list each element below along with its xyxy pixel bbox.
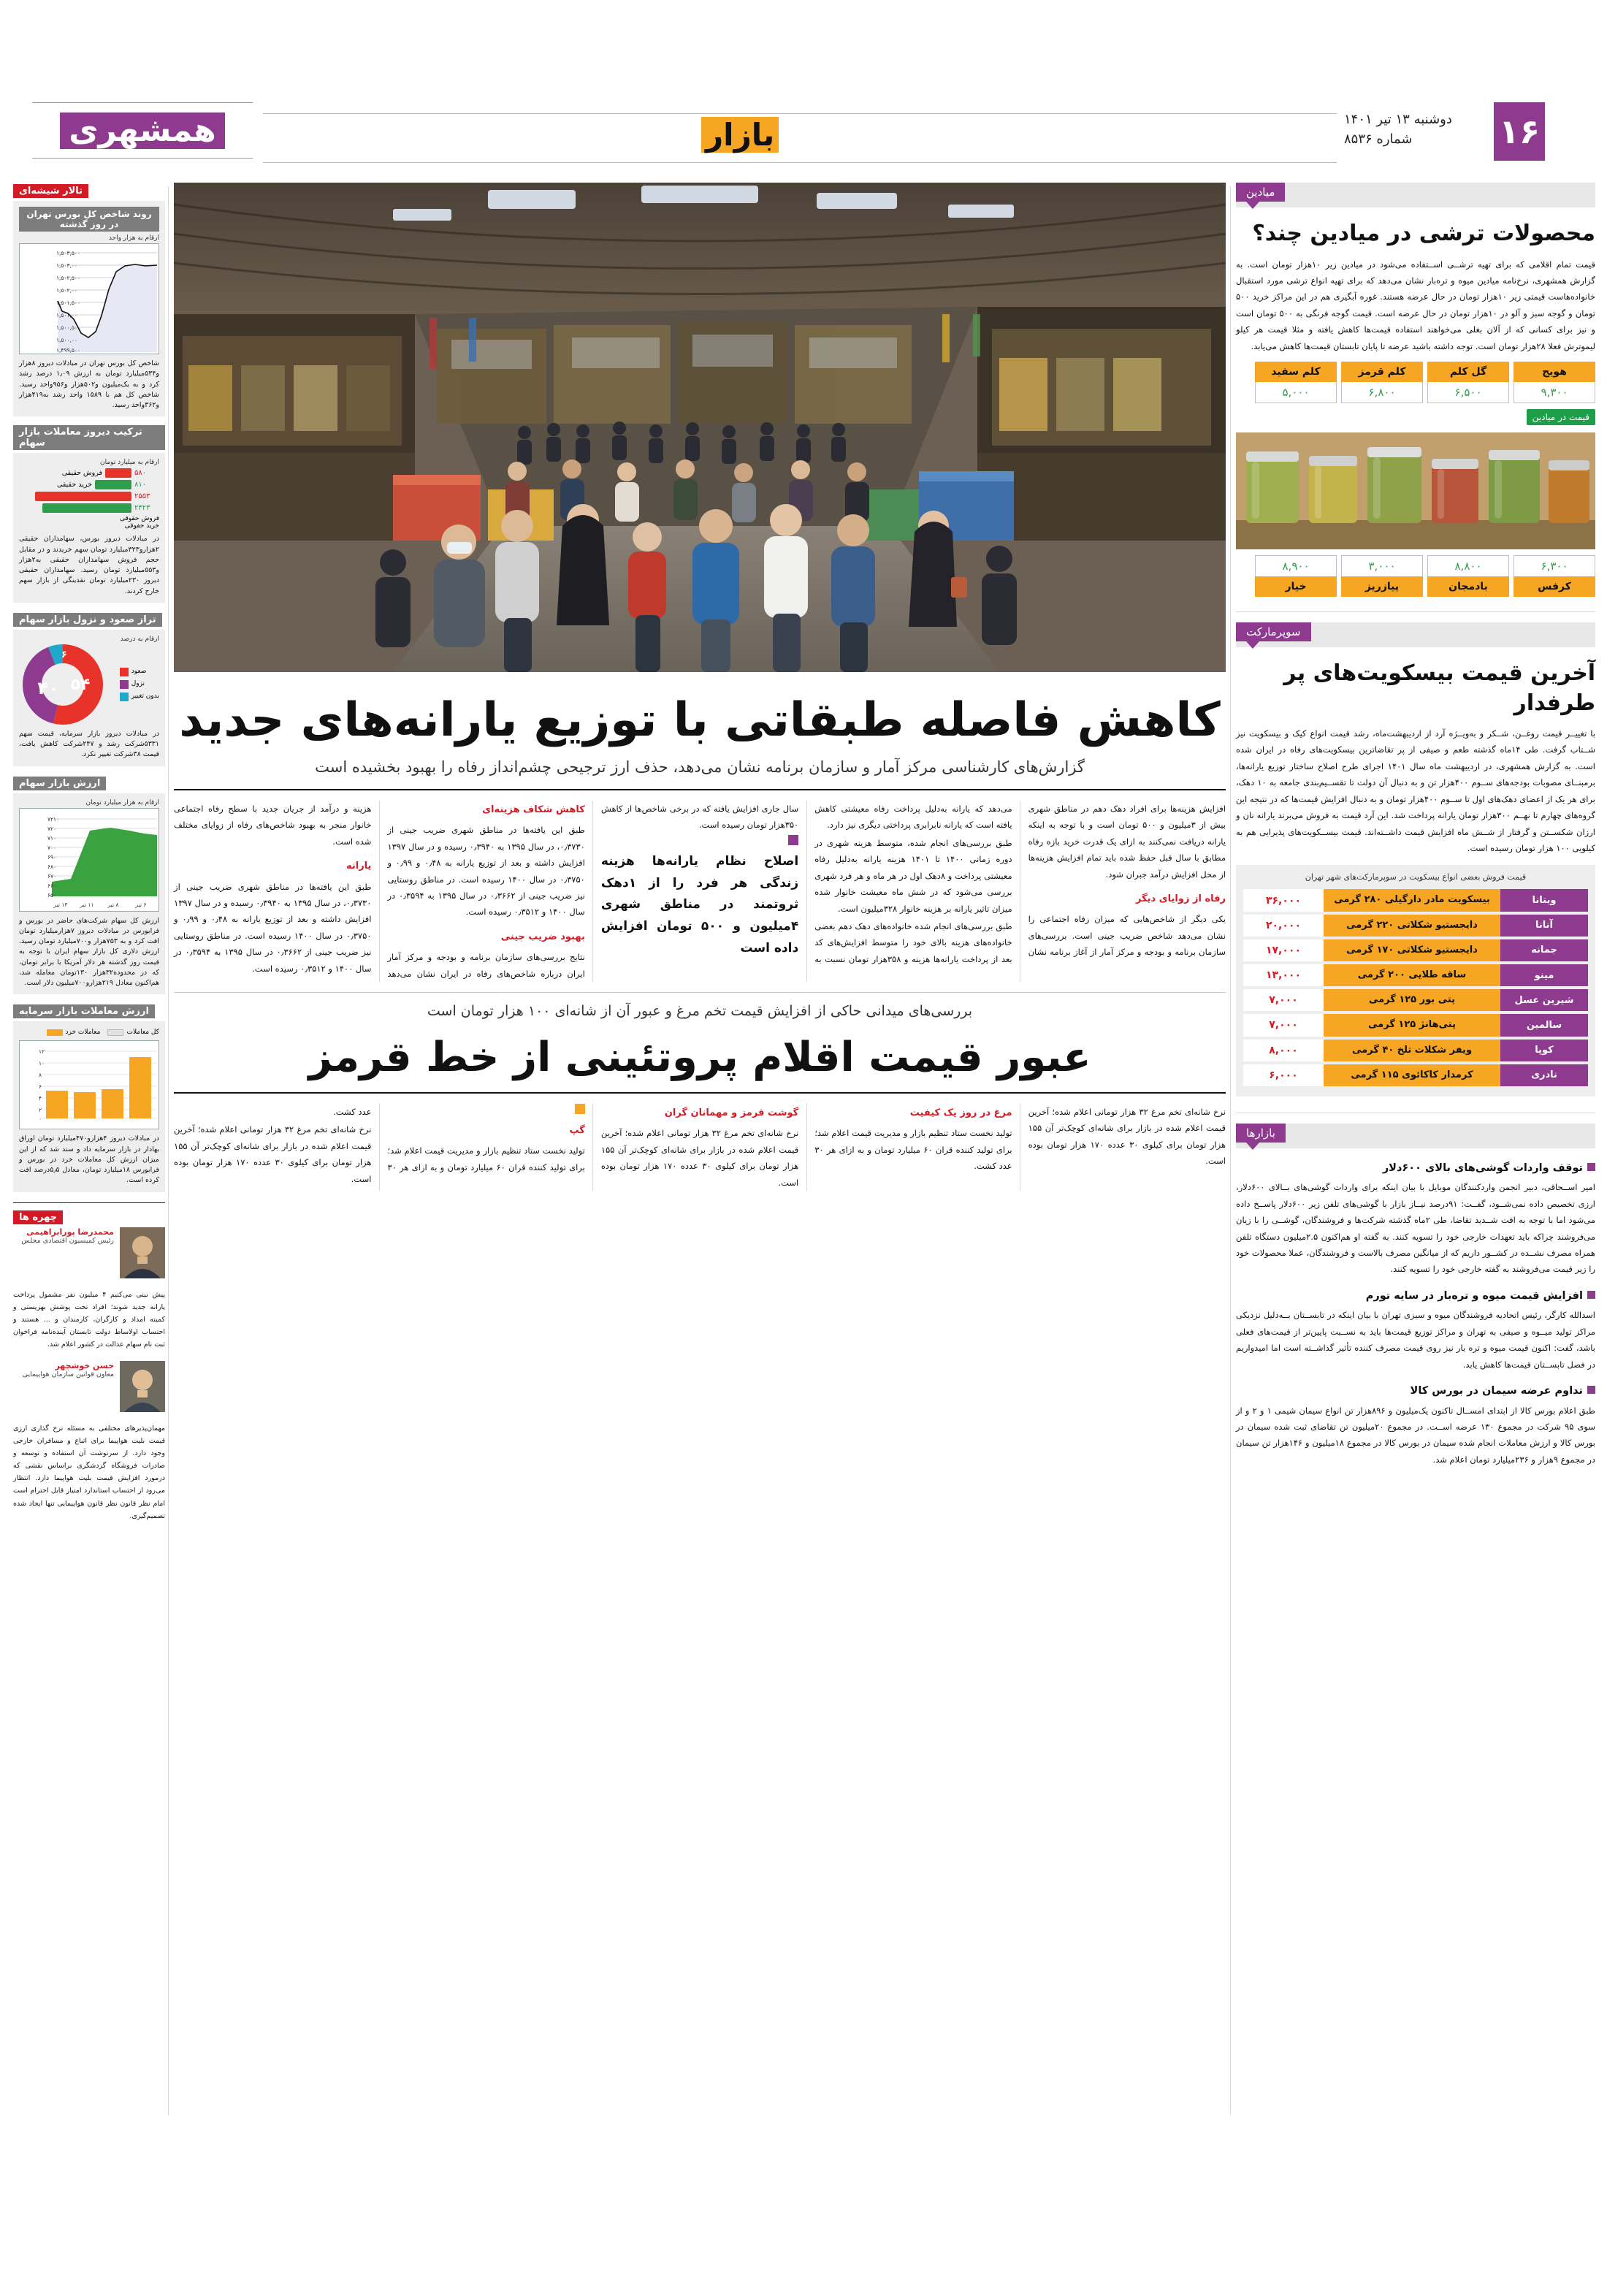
bar-label: فروش حقیقی	[61, 469, 102, 478]
bar-row	[19, 468, 159, 478]
donut-note: در مبادلات دیروز بازار سرمایه، قیمت سهم ۵۳۳۱شرکت رشد و ۲۴۷شرکت کاهش یافت، قیمت ۳۸شرکت تغییر نکرد.	[19, 729, 160, 759]
market-value-unit: ارقام به هزار میلیارد تومان	[85, 798, 159, 806]
bullet-square-icon	[1587, 1386, 1595, 1394]
table-row	[1243, 1064, 1588, 1086]
donut-legend-label: نزول	[131, 680, 145, 688]
veg-card	[1255, 362, 1337, 403]
trade-legend	[19, 1027, 159, 1037]
mid-subhead: گپ	[569, 1125, 585, 1137]
cell-product: پتی‌هانژ ۱۲۵ گرمی	[1324, 1014, 1500, 1036]
veg-name: پیازریز	[1341, 576, 1423, 597]
header-rule-top	[263, 113, 1337, 114]
bar-value: ۵۸۰	[134, 469, 147, 478]
cell-brand: جمانه	[1500, 939, 1588, 961]
card-index-chart	[13, 201, 165, 416]
issue-date: دوشنبه ۱۳ تیر ۱۴۰۱	[1344, 112, 1452, 127]
table-caption: قیمت فروش بعضی انواع بیسکویت در سوپرمارکت‌های شهر تهران	[1305, 872, 1527, 882]
svg-text:۱,۵۰۳,۵۰۰: ۱,۵۰۳,۵۰۰	[56, 250, 80, 256]
cell-brand: کوپا	[1500, 1040, 1588, 1061]
bullet-square-icon	[1587, 1291, 1595, 1299]
face-role: معاون قوانین سازمان هواپیمایی	[22, 1370, 114, 1378]
trade-legend-item	[47, 1029, 101, 1036]
cell-brand: مینو	[1500, 964, 1588, 986]
svg-text:۱۰: ۱۰	[39, 1060, 45, 1067]
main-column	[174, 183, 1226, 1191]
article-paragraph: طبق بررسی‌های انجام شده، متوسط هزینه شهری در دوره زمانی ۱۴۰۰ تا ۱۴۰۱ هزینه یارانه به‌دلیل رفاه معیشتی پرداخت و ۸دهک اول در هر ماه و هر فرد شهری بررسی می‌شود که در شش ماه معیشت خانوار شده میزان تاثیر یارانه بر هزینه خانوار ۳۲۸میلیون است.	[814, 837, 1012, 914]
badge-midan: میادین	[1236, 183, 1285, 202]
swatch-retail	[47, 1029, 63, 1036]
bar-label-3: خرید حقوقی	[124, 522, 159, 530]
mid-subhead: گوشت قرمز و مهمانان گران	[664, 1107, 799, 1119]
supermarket-body: با تغییــر قیمت روغــن، شــکر و به‌ویــژه آرد از اردیبهشت‌ماه، رشد قیمت انواع کیک و بیسکویت نیز شــتاب گرفت. طی ۱۴ماه گذشته طعم و صیفی از پر تقاضاترین بیسکویت‌های رفاه در ایران شده است. به گزارش همشهری، در اردیبهشت ماه سال ۱۴۰۱ اجرای طرح اصلاح ساختار توزیع یارانه‌ها، برمبنــای مصوبات بودجه‌های ســوم ۴۰۰هزار تن و به دنبال آن دولت تا تقســیم‌بندی جامعه به ۱۰ دهک، برای هر یک از اعضای دهک‌های اول تا ســوم ۴۰۰هزار تومان و به دنبال افزایش قیمت‌ها که در نتیجه این گروه‌های چهارم تا نهــم ۳۰۰هزار تومان یارانه پرداخت شد. این آرد قیمت به فروش می‌برند یارانه نان و ارزان شکســتن و گرفتار از شــش ماه افزایش قیمت داشــته‌اند. قیمت بیســکویت‌های پذیرایی هم به کیلویی ۱۰۰ هزار تومان رسیده است.	[1236, 728, 1595, 853]
svg-text:۸: ۸	[39, 1072, 42, 1079]
svg-text:۷۱۰: ۷۱۰	[47, 834, 57, 842]
svg-text:۵۴: ۵۴	[70, 675, 91, 694]
card-composition	[13, 453, 165, 603]
mid-paragraph: تولید نخست ستاد تنظیم بازار و مدیریت قیمت اعلام شد؛ برای تولید کننده قران ۶۰ میلیارد تومان و به ازای هر ۳۰ عدد کشت.	[333, 1107, 585, 1172]
page-kicker: گزارش‌های کارشناسی مرکز آمار و سازمان برنامه نشان می‌دهد، حذف ارز ترجیحی چشم‌انداز رفاه را بهبود بخشیده است	[315, 758, 1085, 776]
bar-row	[19, 480, 159, 489]
bar-fill	[105, 468, 131, 478]
swatch-total	[107, 1029, 123, 1036]
mid-story-title: عبور قیمت اقلام پروتئینی از خط قرمز	[308, 1034, 1091, 1082]
right-sidebar	[1236, 183, 1595, 1478]
news-title-text: توقف واردات گوشی‌های بالای ۶۰۰دلار	[1382, 1162, 1583, 1174]
mid-paragraph: نرخ شانه‌ای تخم مرغ ۳۲ هزار تومانی اعلام شده؛ آخرین قیمت اعلام شده در بازار برای شانه‌ای کوچک‌تر آن ۱۵۵ هزار تومان برای کیلوی ۳۰ عدده ۱۷۰ هزار تومان بوده است.	[600, 1128, 799, 1188]
square-marker-icon	[788, 835, 798, 845]
cell-price: ۷,۰۰۰	[1243, 1014, 1324, 1036]
veg-price: ۸,۹۰۰	[1255, 555, 1337, 576]
donut-legend-label: صعود	[131, 668, 147, 676]
swatch-nochange	[120, 693, 129, 701]
trade-legend-label: کل معاملات	[126, 1029, 159, 1037]
logo-rule-bottom	[32, 158, 253, 159]
svg-text:۱۲: ۱۲	[39, 1048, 45, 1056]
chart1-title: روند شاخص کل بورس تهران در روز گذشته	[19, 207, 159, 232]
section-divider	[174, 992, 1226, 993]
article-paragraph: افزایش هزینه‌ها برای افراد دهک دهم در مناطق شهری بیش از ۳میلیون و ۵۰۰ تومان است و با توجه به اینکه یارانه دریافت نمی‌کنند به ازای یک قدرت خرید بازه رفاه مطابق با سال قبل حفظ شده باید تمام افزایش هزینه‌ها از محل افزایش درآمد جبران شود.	[1028, 804, 1226, 880]
tag-row-trade-value	[13, 1003, 165, 1018]
tag-market-value: ارزش بازار سهام	[13, 777, 106, 790]
svg-text:۷۰۰: ۷۰۰	[47, 844, 57, 851]
table-row	[1243, 915, 1588, 937]
issue-number: شماره ۸۵۳۶	[1344, 131, 1413, 147]
veg-name: کرفس	[1514, 576, 1595, 597]
mid-paragraph: تولید نخست ستاد تنظیم بازار و مدیریت قیمت اعلام شد؛ برای تولید کننده قران ۶۰ میلیارد تومان و به ازای هر ۳۰ عدد کشت.	[814, 1128, 1012, 1172]
veg-price-row-top	[1236, 362, 1595, 403]
tag-row-donut	[13, 611, 165, 627]
article-paragraph: طبق این یافته‌ها در مناطق شهری ضریب جینی از ۰٫۳۷۳۰، در سال ۱۳۹۵ به ۰٫۳۹۴۰ رسیده و در سال ۱۳۹۷ افزایش داشته و بعد از توزیع یارانه به ۰٫۴۸ و ۰٫۹۹ و ۰٫۳۷۵۰ در سال ۱۴۰۰ رسیده است. در مناطق روستایی نیز ضریب جینی از ۰٫۳۶۶۲ در سال ۱۳۹۵ به ۰٫۳۵۹۴ در سال ۱۴۰۰ و ۰٫۳۵۱۲ رسیده است.	[174, 881, 372, 974]
tag-glass-hall: تالار شیشه‌ای	[13, 184, 88, 198]
news-title-text: تداوم عرضه سیمان در بورس کالا	[1410, 1385, 1583, 1397]
svg-text:۴۰: ۴۰	[37, 677, 59, 698]
article-paragraph: طبق این یافته‌ها در مناطق شهری ضریب جینی از ۰٫۳۷۳۰، در سال ۱۳۹۵ به ۰٫۳۹۴۰ رسیده و در سال ۱۳۹۷ افزایش داشته و بعد از توزیع یارانه به ۰٫۴۸ و ۰٫۹۹ و ۰٫۳۷۵۰ در سال ۱۴۰۰ رسیده است. در مناطق روستایی نیز ضریب جینی از ۰٫۳۶۶۲ در سال ۱۳۹۵ به ۰٫۳۵۹۴ در سال ۱۴۰۰ و ۰٫۳۵۱۲ رسیده است.	[387, 825, 585, 918]
article-subhead: کاهش شکاف هزینه‌ای	[482, 804, 585, 815]
article-subhead: یارانه	[346, 861, 372, 872]
svg-text:۲: ۲	[39, 1107, 42, 1114]
biscuit-price-table	[1243, 886, 1588, 1089]
badge-supermarket: سوپرمارکت	[1236, 622, 1311, 641]
svg-text:۱,۵۰۱,۰۰: ۱,۵۰۱,۰۰	[56, 312, 77, 319]
cell-brand: آنانا	[1500, 915, 1588, 937]
mid-subhead: مرغ در روز یک کیفیت	[909, 1107, 1012, 1119]
biscuit-price-table-wrap	[1236, 865, 1595, 1096]
masthead	[0, 0, 1607, 175]
chart1-note: شاخص کل بورس تهران در مبادلات دیروز ۸هزار و۵۳۴میلیارد تومان به ارزش ۱٫۰۹ درصد رشد کرد و به یک‌میلیون و۵۰۲هزار و۹۵۶واحد رسید. شاخص کل هم با ۱۵۸۹ واحد رشد به۴۱۹هزار و۳۶۲واحد رسید.	[19, 359, 160, 409]
veg-card	[1427, 362, 1509, 403]
swatch-down	[120, 680, 129, 689]
news-body: امیر اســحاقی، دبیر انجمن واردکنندگان موبایل با بیان اینکه برای واردات گوشی‌های بــالای ۶۰۰دلار، ارزی تخصیص داده نمی‌شــود، گفــت: ۹۱درصد نیــاز بازار با گوشی‌های تلفن زیر ۶۰۰دلار پاســخ داده می‌شود اما با توجه به افت شــدید تقاضا، طی ۲ماه گذشته شرکت‌ها و فروشندگان، گوشــی را با زیان می‌فروشند چراکه باید تعهدات خارجی خود را تسویه کنند. به گفته او هم‌اکنون ۲.۵میلیون دستگاه تلفن همراه مصرف نشــده در کشــور داریم که از میانگین مصرف بالاست و فروشندگان، عملا محصولات خود را زیر قیمت می‌فروشند به گفته خارجی خود را تسویه کنند.	[1236, 1182, 1596, 1275]
bar-label-2: فروش حقوقی	[119, 515, 159, 523]
cell-price: ۶,۰۰۰	[1243, 1064, 1324, 1086]
svg-text:۶۶۰: ۶۶۰	[47, 882, 57, 889]
card-donut	[13, 630, 165, 766]
svg-text:۷۲۰: ۷۲۰	[47, 825, 57, 832]
veg-name: هویج	[1514, 362, 1595, 382]
sidebar-divider	[1236, 611, 1595, 612]
tag-trade-value: ارزش معاملات بازار سرمایه	[13, 1004, 155, 1018]
mid-story-body	[174, 1104, 1226, 1191]
tag-faces: چهره ها	[13, 1210, 63, 1224]
veg-price: ۶,۸۰۰	[1341, 382, 1423, 403]
news-item	[1236, 1160, 1595, 1278]
cell-product: دایجستیو شکلاتی ۱۷۰ گرمی	[1324, 939, 1500, 961]
newspaper-logo	[29, 108, 256, 153]
donut-wrap	[19, 644, 159, 725]
bar-value: ۲۳۲۳	[134, 504, 150, 513]
news-title	[1236, 1383, 1595, 1399]
composition-note: در مبادلات دیروز بورس، سهامداران حقیقی ۲هزارو۳۲۳میلیارد تومان سهم خریدند و در مقابل حجم فروش سهامداران حقیقی به۲هزار و۵۵۳میلیارد تومان رسید. سهامداران حقیقی دیروز ۲۳۰میلیارد تومان نقدینگی از بازار سهم خارج کردند.	[19, 535, 159, 595]
bar-row	[19, 503, 159, 513]
svg-text:۶۷۰: ۶۷۰	[47, 872, 57, 880]
cell-price: ۷,۰۰۰	[1243, 989, 1324, 1011]
veg-name: بادمجان	[1427, 576, 1509, 597]
lead-photo	[174, 183, 1226, 672]
pickle-jars-photo	[1236, 432, 1595, 549]
cell-brand: سالمین	[1500, 1014, 1588, 1036]
table-row	[1243, 964, 1588, 986]
tag-composition: ترکیب دیروز معاملات بازار سهام	[13, 425, 165, 450]
table-row	[1243, 989, 1588, 1011]
cell-brand: ویتانا	[1500, 889, 1588, 911]
swatch-up	[120, 668, 129, 676]
svg-text:۱,۵۰۲,۰۰: ۱,۵۰۲,۰۰	[56, 287, 77, 294]
donut-legend-item	[120, 690, 159, 703]
table-row	[1243, 1014, 1588, 1036]
veg-name: کلم قرمز	[1341, 362, 1423, 382]
page-title: کاهش فاصله طبقاتی با توزیع یارانه‌های جدید	[179, 693, 1221, 747]
badge-bar-markets	[1236, 1124, 1595, 1148]
article-subhead: بهبود ضریب جینی	[500, 931, 585, 942]
news-body: اسدالله کارگر، رئیس اتحادیه فروشندگان میوه و سبزی تهران با بیان اینکه در تابســتان بــه‌دلیل نزدیکی مراکز تولید میــوه و صیفی به تهران و مراکز توزیع قیمت‌ها باید به نســبت پایین‌تر از قیمت‌های فعلی باشد، گفت: اکنون قیمت میوه و تره بار نیز روی قیمت مصرف کننده تأثیر گذاشــته است اما امیدواریم در فصل تابســتان قیمت‌ها کاهش یابد.	[1236, 1310, 1595, 1370]
face-role: رئیس کمیسیون اقتصادی مجلس	[21, 1236, 114, 1245]
tag-row-faces	[13, 1209, 165, 1224]
face-item	[13, 1227, 165, 1278]
face-item	[13, 1361, 165, 1412]
cell-price: ۸,۰۰۰	[1243, 1040, 1324, 1061]
donut-legend	[120, 665, 159, 703]
cell-price: ۱۳,۰۰۰	[1243, 964, 1324, 986]
tag-row-composition	[13, 425, 165, 450]
bar-fill	[42, 503, 131, 513]
composition-unit: ارقام به میلیارد تومان	[99, 459, 159, 467]
article-paragraph: یکی دیگر از شاخص‌هایی که میزان رفاه اجتماعی را نشان می‌دهد شاخص ضریب جینی است. بررسی‌های سازمان برنامه و بودجه و مرکز آمار از آغاز برنامه نشان می‌دهد که یارانه به‌دلیل پرداخت رفاه معیشتی کاهش یافته است که یارانه نابرابری پرداختی دیگری نیز دارد.	[814, 804, 1226, 958]
svg-text:۱,۵۰۳,۰۰: ۱,۵۰۳,۰۰	[56, 262, 77, 269]
table-row	[1243, 939, 1588, 961]
bullet-square-icon	[1587, 1163, 1595, 1171]
donut-legend-item	[120, 665, 159, 678]
bar-value: ۸۱۰	[134, 481, 147, 489]
svg-text:۶ تیر: ۶ تیر	[135, 901, 147, 908]
cell-price: ۱۷,۰۰۰	[1243, 939, 1324, 961]
avatar	[120, 1227, 165, 1278]
card-market-value	[13, 793, 165, 995]
logo-rule-top	[32, 102, 253, 103]
face-text: پیش بینی می‌کنیم ۴ میلیون نفر مشمول پرداخت یارانه جدید شوند؛ افراد تحت پوشش بهزیستی و کمیته امداد و کارگران، کارمندان و ... هستند و احتساب اولاساط دولت تابستان آینده‌نامه فراخوان ثبت نام سهام عدالت در کشور اعلام شد.	[13, 1290, 165, 1349]
column-divider-right	[1230, 186, 1231, 2115]
svg-text:۷۲۱۰: ۷۲۱۰	[47, 815, 60, 823]
news-title	[1236, 1288, 1595, 1304]
section-title: بازار	[701, 117, 779, 153]
news-body: طبق اعلام بورس کالا از ابتدای امســال تاکنون یک‌میلیون و ۸۹۶هزار تن انواع سیمان شیمی ۱ و ۲ و از سوی ۹۵ شرکت در مجموع ۱۳۰ عرضه اســت. در مجموع ۲۰میلیون تن تقاضای ثبت شده سیمان در بورس کالا و ارزش معاملات انجام شده سیمان در بورس کالا در مجموع ۱۸میلیون و ۱۴۶هزار تن سیمان در مجموع ۹هزار و ۲۳۶میلیارد تومان اعلام شد.	[1236, 1405, 1595, 1465]
chart1-unit: ارقام به هزار واحد	[108, 234, 159, 242]
bar-label: خرید حقیقی	[56, 481, 92, 489]
veg-card	[1514, 362, 1595, 403]
veg-price-row-bottom	[1236, 555, 1595, 597]
tag-donut: تراز صعود و نزول بازار سهام	[13, 613, 162, 627]
bar-fill	[35, 492, 131, 501]
mid-paragraph: نرخ شانه‌ای تخم مرغ ۳۲ هزار تومانی اعلام شده؛ آخرین قیمت اعلام شده در بازار برای شانه‌ای کوچک‌تر آن ۱۵۵ هزار تومان برای کیلوی ۳۰ عدده ۱۷۰ هزار تومان بوده است.	[1028, 1107, 1226, 1167]
veg-card	[1341, 555, 1423, 597]
svg-text:۶۵۰: ۶۵۰	[47, 891, 57, 899]
cell-product: پتی بور ۱۲۵ گرمی	[1324, 989, 1500, 1011]
cell-product: دایجستیو شکلاتی ۲۲۰ گرمی	[1324, 915, 1500, 937]
face-name: حسن خوشچهر	[55, 1360, 114, 1370]
svg-text:۶: ۶	[61, 649, 67, 660]
veg-price: ۸,۸۰۰	[1427, 555, 1509, 576]
article-paragraph: طبق بررسی‌های انجام شده خانواده‌های دهک دهم بعضی خانواده‌های هزینه بالای خود را متوسط افزایش‌های کد بعد از پرداخت یارانه‌ها هزینه و ۳۵۸هزار تومان نسبت به سال جاری افزایش یافته که در برخی شاخص‌ها از کاهش ۳۵۰هزار تومان رسیده است.	[600, 804, 1012, 964]
svg-text:۰: ۰	[39, 1115, 42, 1123]
trade-legend-label: معاملات خرد	[65, 1029, 101, 1037]
square-marker-icon	[575, 1104, 585, 1114]
trade-value-plot	[19, 1040, 159, 1129]
cell-brand: شیرین عسل	[1500, 989, 1588, 1011]
cell-product: ویفر شکلات تلخ ۴۰ گرمی	[1324, 1040, 1500, 1061]
veg-name: خیار	[1255, 576, 1337, 597]
cell-product: ساقه طلایی ۲۰۰ گرمی	[1324, 964, 1500, 986]
table-row	[1243, 889, 1588, 911]
news-title	[1236, 1160, 1595, 1176]
veg-price: ۳,۰۰۰	[1341, 555, 1423, 576]
donut-unit: ارقام به درصد	[120, 635, 159, 643]
faces-rule	[13, 1202, 165, 1203]
midan-title: محصولات ترشی در میادین چند؟	[1252, 221, 1595, 246]
table-row	[1243, 1040, 1588, 1061]
svg-text:۱۱ تیر: ۱۱ تیر	[80, 901, 94, 908]
market-value-note: ارزش کل سهام شرکت‌های حاضر در بورس و فرابورس در مبادلات دیروز ۷هزارمیلیارد تومان افت کرد و به ۷۵۳هزار و۷۰۰میلیارد تومان رسید. ارزش دلاری کل بازار سهام ایران با توجه به قیمت روز گذشته هر دلار آمریکا با برابر تومان، که در محدوده۳۲هزار ۱۳۰تومان معامله شد، هم‌اکنون معادل ۲۱۹هزارو۷۰۰میلیون دلار است.	[19, 916, 159, 987]
trade-value-note: در مبادلات دیروز ۴هزارو۴۷۰میلیارد تومان اوراق بهادار در بازار سرمایه داد و ستد شد که از این میزان ارزش کل معاملات خرد در بورس و فرابورس ۱۸میلیارد تومان، معادل ۵٫۵درصد افت کرده است.	[19, 1134, 160, 1185]
face-text: مهمان‌پذیرهای مختلفی به مسئله نرخ گذاری ارزی قیمت بلیت هواپیما برای اتباع و مسافران خارجی وجود دارد. از سرنوشت آن استفاده و توسعه و صادرات فروشگاه گردشگری براساس نقشی که درمورد افزایش قیمت بلیت هواپیما دارد. انتظار می‌رود از احتساب استاندارد امتیاز قابل احترام است امام نظر قانون نظر قانون هواپیمایی تنها ایجاد شده تصمیم‌گیری.	[13, 1424, 165, 1520]
svg-text:۶: ۶	[39, 1083, 42, 1091]
cell-price: ۳۶,۰۰۰	[1243, 889, 1324, 911]
page-number-plate: ۱۶	[1494, 102, 1545, 161]
donut-chart	[19, 644, 107, 725]
market-value-plot	[19, 808, 159, 912]
bar-row	[19, 492, 159, 501]
news-title-text: افزایش قیمت میوه و تره‌بار در سایه تورم	[1365, 1289, 1583, 1302]
svg-text:۱,۵۰۱,۵۰۰: ۱,۵۰۱,۵۰۰	[56, 300, 80, 306]
avatar	[120, 1361, 165, 1412]
svg-text:۱,۴۹۹,۵۰۰: ۱,۴۹۹,۵۰۰	[56, 347, 80, 354]
svg-text:۱۳ تیر: ۱۳ تیر	[53, 901, 68, 908]
tag-row-market-value	[13, 775, 165, 790]
badge-bar-supermarket	[1236, 622, 1595, 647]
mid-paragraph: نرخ شانه‌ای تخم مرغ ۳۲ هزار تومانی اعلام شده؛ آخرین قیمت اعلام شده در بازار برای شانه‌ای کوچک‌تر آن ۱۵۵ هزار تومان برای کیلوی ۳۰ عدده ۱۷۰ هزار تومان بوده است.	[174, 1124, 372, 1184]
article-paragraph: نتایج بررسی‌های سازمان برنامه و بودجه و مرکز آمار ایران درباره شاخص‌های رفاه در ایران نشان می‌دهد هزینه و درآمد از جریان جدید با سطح رفاه اجتماعی خانوار منجر به بهبود شاخص‌های رفاه از زوایای مختلف شده است.	[174, 804, 585, 979]
badge-markets: بازارها	[1236, 1124, 1286, 1143]
cell-product: بیسکویت مادر دارگیلی ۲۸۰ گرمی	[1324, 889, 1500, 911]
donut-legend-label: بدون تغییر	[131, 693, 159, 701]
header-rule-bottom	[263, 162, 1337, 163]
headline-rule	[174, 789, 1226, 790]
article-body	[174, 801, 1226, 982]
trade-legend-item	[107, 1029, 159, 1036]
midan-body: قیمت تمام اقلامی که برای تهیه ترشــی اســتفاده می‌شود در میادین زیر ۱۰هزار تومان است. به گزارش همشهری، نرخ‌نامه میادین میوه و تره‌بار نشان می‌دهد که برای تهیه انواع ترشی مورد استقبال خانواده‌هاست قیمتی زیر ۱۰هزار تومان در حال عرضه هستند. غوره آبگیری هم در این مراکز خرید ۵۰۰ تومان و گوجه سبز و آلو در ۱۰هزار تومان در حال عرضه است. قیمت گوجه فرنگی به ۵۰۰ تومان است و نیز برای کسانی که از آلان بغلی می‌خواهند استفاده قیمت‌ها کاهش یافته و مثلا قیمت هر کیلو لیموترش فعلا ۲۸هزار تومان است. توجه داشته باشید عرضه تا پایان تابستان قیمت‌ها کاهش می‌یابد.	[1236, 259, 1596, 351]
veg-card	[1341, 362, 1423, 403]
svg-text:۶۸۰: ۶۸۰	[47, 863, 57, 870]
face-name: محمدرضا پورابراهیمی	[26, 1227, 114, 1237]
badge-bar-midan	[1236, 183, 1595, 207]
cell-price: ۲۰,۰۰۰	[1243, 915, 1324, 937]
svg-text:۱,۵۰۰,۵۰۰: ۱,۵۰۰,۵۰۰	[56, 324, 80, 331]
column-divider-left	[168, 186, 169, 2115]
svg-text:۱,۵۰۰,۰۰: ۱,۵۰۰,۰۰	[56, 337, 77, 343]
supermarket-title: آخرین قیمت بیسکویت‌های پر طرفدار	[1283, 660, 1595, 716]
veg-name: کلم سفید	[1255, 362, 1337, 382]
card-trade-value	[13, 1021, 165, 1191]
svg-text:۸ تیر: ۸ تیر	[107, 901, 119, 908]
green-note-badge: قیمت در میادین	[1527, 409, 1595, 425]
veg-card	[1427, 555, 1509, 597]
issue-meta	[1344, 110, 1483, 149]
news-item	[1236, 1383, 1595, 1468]
bar-value: ۲۵۵۳	[134, 492, 150, 501]
veg-price: ۶,۵۰۰	[1427, 382, 1509, 403]
veg-price: ۹,۳۰۰	[1514, 382, 1595, 403]
cell-brand: نادری	[1500, 1064, 1588, 1086]
cell-product: کرمدار کاکائوی ۱۱۵ گرمی	[1324, 1064, 1500, 1086]
svg-text:۴: ۴	[39, 1095, 42, 1102]
chart1-plot	[19, 243, 159, 354]
donut-legend-item	[120, 678, 159, 690]
article-subhead: رفاه از زوایای دیگر	[1136, 893, 1226, 905]
svg-text:۶۹۰: ۶۹۰	[47, 853, 57, 861]
mid-story-rule	[174, 1092, 1226, 1094]
news-item	[1236, 1288, 1595, 1373]
veg-price: ۶,۳۰۰	[1514, 555, 1595, 576]
left-sidebar	[13, 183, 165, 1522]
article-pullquote: اصلاح نظام یارانه‌ها هزینه زندگی هر فرد را از ۱دهک ثروتمند در مناطق شهری ۴میلیون و ۵۰۰ تومان افزایش داده است	[600, 853, 799, 956]
logo-text: همشهری	[60, 112, 225, 149]
veg-price: ۵,۰۰۰	[1255, 382, 1337, 403]
veg-card	[1514, 555, 1595, 597]
tag-row-glass-hall	[13, 183, 165, 198]
veg-card	[1255, 555, 1337, 597]
mid-story-kicker: بررسی‌های میدانی حاکی از افزایش قیمت تخم مرغ و عبور آن از شانه‌ای ۱۰۰ هزار تومان است	[427, 1003, 973, 1020]
bar-fill	[95, 480, 131, 489]
veg-name: گل کلم	[1427, 362, 1509, 382]
svg-text:۱,۵۰۲,۵۰۰: ۱,۵۰۲,۵۰۰	[56, 275, 80, 281]
